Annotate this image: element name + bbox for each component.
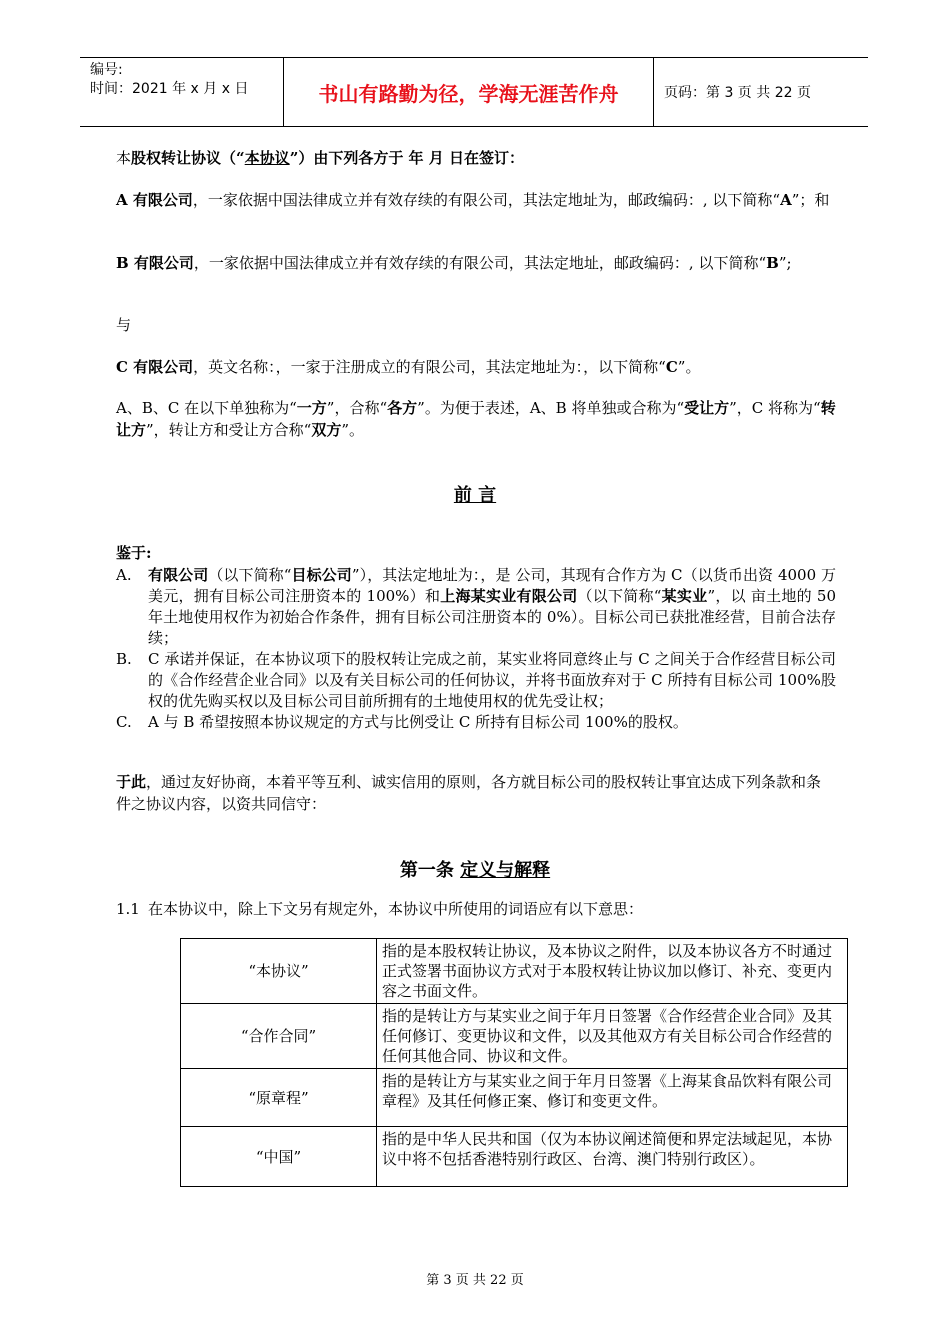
- text-run: ”。: [341, 421, 365, 439]
- preface-heading: [0, 481, 950, 507]
- text-run: （以下简称“: [208, 566, 292, 584]
- text-run: ”，转让方和受让方合称“: [146, 421, 312, 439]
- list-item-text: C 承诺并保证，在本协议项下的股权转让完成之前，某实业将同意终止与 C 之间关于合作经营目标公司的《合作经营企业合同》以及有关目标公司的任何协议，并将书面放弃对于 C 所持有目标公司 100%股权的优先购买权以及目标公司目前所拥有的土地使用权的优先受让权；: [148, 650, 836, 710]
- text-run: ，一家依据中国法律成立并有效存续的有限公司，其法定地址为，邮政编码：, 以下简称“: [192, 191, 781, 209]
- definition-term: “本协议”: [181, 939, 377, 1004]
- table-row: [181, 1069, 848, 1127]
- whereas-label: 鉴于:: [116, 544, 152, 562]
- definition-meaning: 指的是中华人民共和国（仅为本协议阐述简便和界定法域起见，本协议中将不包括香港特别行政区、台湾、澳门特别行政区）。: [377, 1127, 848, 1187]
- definition-term: “原章程”: [181, 1069, 377, 1127]
- text-run: ”，C 将称为“: [729, 399, 821, 417]
- clause-1-1: [116, 898, 836, 920]
- party-c-paragraph: [116, 356, 836, 378]
- party-c-short: C: [665, 358, 678, 376]
- definition-term: “中国”: [181, 1127, 377, 1187]
- text-run: ”;: [778, 254, 792, 272]
- terms-paragraph: [116, 397, 836, 441]
- list-item-text: [148, 565, 836, 649]
- text-run: ”，合称“: [326, 399, 388, 417]
- text-run: （以下简称“: [577, 587, 662, 605]
- party-b-short: B: [766, 254, 779, 272]
- table-row: [181, 1127, 848, 1187]
- definition-meaning: 指的是本股权转让协议，及本协议之附件，以及本协议各方不时通过正式签署书面协议方式对于本股权转让协议加以修订、补充、变更内容之书面文件。: [377, 939, 848, 1004]
- party-b-name: B 有限公司: [116, 254, 194, 272]
- list-item-text: A 与 B 希望按照本协议规定的方式与比例受让 C 所持有目标公司 100%的股权。: [148, 713, 688, 731]
- table-row: [181, 1004, 848, 1069]
- whereas-list: [116, 565, 836, 733]
- text-run: 某实业: [661, 587, 708, 605]
- document-number-label: 编号:: [90, 62, 123, 78]
- text-run: ，一家依据中国法律成立并有效存续的有限公司，其法定地址，邮政编码：, 以下简称“: [193, 254, 767, 272]
- list-item-label: A.: [116, 566, 132, 584]
- definition-meaning: 指的是转让方与某实业之间于年月日签署《上海某食品饮料有限公司章程》及其任何修正案、修订和变更文件。: [377, 1069, 848, 1127]
- intro-paragraph: [116, 147, 836, 169]
- list-item: [116, 565, 836, 649]
- party-a-name: A 有限公司: [116, 191, 193, 209]
- defined-term: 受让方: [684, 399, 730, 417]
- document-time-label: 时间：2021 年 x 月 x 日: [90, 81, 249, 97]
- list-item: [116, 712, 836, 733]
- text-run: ”；和: [791, 191, 830, 209]
- text-run: ”。: [677, 358, 701, 376]
- clause-text: 在本协议中，除上下文另有规定外，本协议中所使用的词语应有以下意思：: [148, 900, 644, 918]
- page-header: [80, 57, 868, 127]
- text-run: ，通过友好协商，本着平等互利、诚实信用的原则，各方就目标公司的股权转让事宜达成下列条款和条件之协议内容，以资共同信守：: [116, 773, 822, 813]
- page-footer: 第 3 页 共 22 页: [426, 1273, 524, 1288]
- header-left-cell: [80, 58, 284, 126]
- article-title: 定义与解释: [460, 860, 551, 881]
- hereby-paragraph: [116, 771, 836, 815]
- preface-title: 前 言: [453, 485, 497, 506]
- header-motto: 书山有路勤为径，学海无涯苦作舟: [284, 58, 654, 126]
- text-run: 本: [116, 149, 132, 167]
- defined-term: 转让方: [116, 399, 836, 439]
- text-run: （“: [221, 149, 245, 167]
- text-run: A、B、C 在以下单独称为“: [116, 399, 297, 417]
- and-paragraph: 与: [116, 316, 132, 334]
- text-run: 上海某实业有限公司: [440, 587, 578, 605]
- definition-meaning: 指的是转让方与某实业之间于年月日签署《合作经营企业合同》及其任何修订、变更协议和文件，以及其他双方有关目标公司合作经营的任何其他合同、协议和文件。: [377, 1004, 848, 1069]
- clause-number: 1.1: [116, 900, 140, 918]
- text-run: ”）由下列各方于 年 月 日在签订：: [289, 149, 524, 167]
- party-a-paragraph: [116, 189, 836, 211]
- header-page-info: 页码：第 3 页 共 22 页: [664, 85, 811, 101]
- party-a-short: A: [780, 191, 792, 209]
- list-item: [116, 649, 836, 712]
- defined-term: 各方: [387, 399, 418, 417]
- text-run: ，英文名称：，一家于注册成立的有限公司，其法定地址为：，以下简称“: [193, 358, 666, 376]
- text-run: ”，以 亩土地的 50 年土地使用权作为初始合作条件，拥有目标公司注册资本的 0%）。目标公司已获批准经营，目前合法存续；: [148, 587, 836, 647]
- text-run: 目标公司: [291, 566, 352, 584]
- list-item-label: C.: [116, 713, 132, 731]
- definition-term: “合作合同”: [181, 1004, 377, 1069]
- list-item-label: B.: [116, 650, 132, 668]
- this-agreement-term: 本协议: [244, 149, 290, 167]
- article-1-heading: [0, 856, 950, 882]
- definitions-table: [180, 938, 848, 1187]
- text-run: 于此: [116, 773, 147, 791]
- party-b-paragraph: [116, 252, 836, 274]
- defined-term: 一方: [296, 399, 327, 417]
- defined-term: 双方: [311, 421, 342, 439]
- text-run: ”），其法定地址为：，是 公司，其现有合作方为 C（以货币出资 4000 万美元，拥有目标公司注册资本的 100%）和: [148, 566, 836, 605]
- text-run: 有限公司: [148, 566, 209, 584]
- text-run: ”。为便于表述，A、B 将单独或合称为“: [417, 399, 685, 417]
- table-row: [181, 939, 848, 1004]
- party-c-name: C 有限公司: [116, 358, 194, 376]
- article-number: 第一条: [399, 860, 461, 881]
- agreement-title-term: 股权转让协议: [131, 149, 222, 167]
